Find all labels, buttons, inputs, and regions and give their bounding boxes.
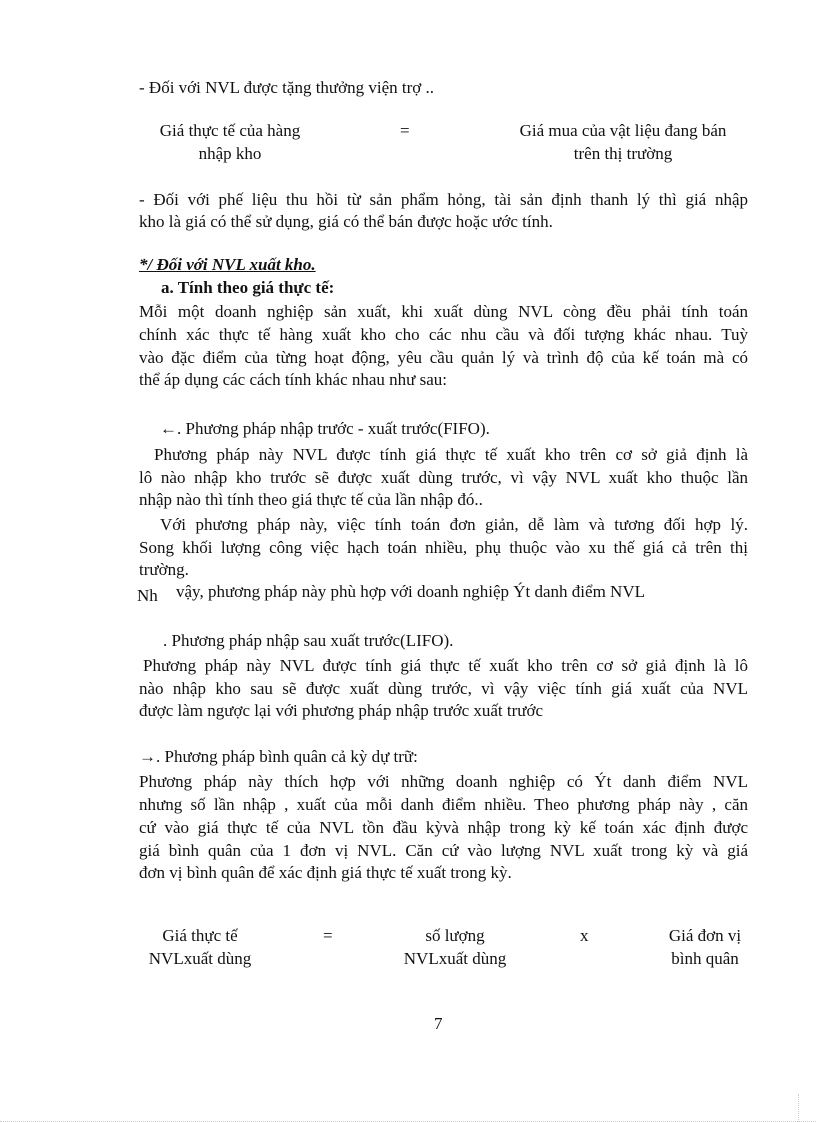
paragraph-intro-line3: vào đặc điểm của từng hoạt động, yêu cầu quản lý và trình độ của kế toán mà có bbox=[139, 348, 748, 367]
paragraph-lifo-line1: Phương pháp này NVL được tính giá thực tế xuất kho trên cơ sở giả định là lô bbox=[143, 656, 748, 675]
paragraph-simple-line3: trường. bbox=[139, 560, 189, 579]
paragraph-suitable: vậy, phương pháp này phù hợp với doanh nghiệp Ýt danh điểm NVL bbox=[176, 582, 645, 601]
paragraph-fifo-line1: Phương pháp này NVL được tính giá thực tế xuất kho trên cơ sở giả định là bbox=[154, 445, 748, 464]
formula2-actual-price-line2: NVLxuất dùng bbox=[148, 949, 252, 968]
formula1-equals: = bbox=[400, 121, 410, 140]
formula2-unit-price-line1: Giá đơn vị bbox=[668, 926, 742, 945]
paragraph-fifo-line2: lô nào nhập kho trước sẽ được xuất dùng trước, vì vậy NVL xuất kho thuộc lần bbox=[139, 468, 748, 487]
formula2-quantity-line2: NVLxuất dùng bbox=[403, 949, 507, 968]
page-edge bbox=[0, 1121, 816, 1122]
paragraph-scrap-line1: - Đối với phế liệu thu hồi từ sản phẩm hỏng, tài sản định thanh lý thì giá nhập bbox=[139, 190, 748, 209]
heading-fifo: ←. Phương pháp nhập trước - xuất trước(FIFO). bbox=[160, 419, 490, 438]
paragraph-scrap-line2: kho là giá có thể sử dụng, giá có thể bán được hoặc ước tính. bbox=[139, 212, 553, 231]
paragraph-simple-line2: Song khối lượng công việc hạch toán nhiều, phụ thuộc vào xu thế giá cả trên thị bbox=[139, 538, 748, 557]
page-corner bbox=[798, 1094, 800, 1122]
heading-actual-price: a. Tính theo giá thực tế: bbox=[161, 278, 335, 297]
paragraph-suitable-prefix: Nh bbox=[137, 586, 158, 605]
formula1-left-line2: nhập kho bbox=[198, 144, 262, 163]
paragraph-simple-line1: Với phương pháp này, việc tính toán đơn giản, dễ làm và tương đối hợp lý. bbox=[160, 515, 748, 534]
formula2-quantity-line1: số lượng bbox=[425, 926, 485, 945]
paragraph-fifo-line3: nhập nào thì tính theo giá thực tế của lần nhập đó.. bbox=[139, 490, 483, 509]
formula1-left-line1: Giá thực tế của hàng bbox=[159, 121, 301, 140]
formula2-unit-price-line2: bình quân bbox=[671, 949, 739, 968]
paragraph-lifo-line2: nào nhập kho sau sẽ được xuất dùng trước, vì vậy việc tính giá xuất của NVL bbox=[139, 679, 748, 698]
paragraph-average-line5: đơn vị bình quân để xác định giá thực tế xuất trong kỳ. bbox=[139, 863, 512, 882]
paragraph-intro-line4: thể áp dụng các cách tính khác nhau như sau: bbox=[139, 370, 448, 389]
paragraph-average-line3: cứ vào giá thực tế của NVL tồn đầu kỳvà nhập trong kỳ kế toán xác định được bbox=[139, 818, 748, 837]
paragraph-gift-nvl: - Đối với NVL được tặng thưởng viện trợ .. bbox=[139, 78, 435, 97]
paragraph-average-line4: giá bình quân của 1 đơn vị NVL. Căn cứ vào lượng NVL xuất trong kỳ và giá bbox=[139, 841, 748, 860]
heading-lifo: . Phương pháp nhập sau xuất trước(LIFO). bbox=[163, 631, 454, 650]
paragraph-average-line1: Phương pháp này thích hợp với những doanh nghiệp có Ýt danh điểm NVL bbox=[139, 772, 748, 791]
paragraph-intro-line2: chính xác thực tế hàng xuất kho cho các nhu cầu và đối tượng khác nhau. Tuỳ bbox=[139, 325, 748, 344]
formula2-actual-price-line1: Giá thực tế bbox=[162, 926, 238, 945]
heading-average: →. Phương pháp bình quân cả kỳ dự trữ: bbox=[139, 747, 418, 766]
paragraph-lifo-line3: được làm ngược lại với phương pháp nhập trước xuất trước bbox=[139, 701, 544, 720]
paragraph-intro-line1: Mỗi một doanh nghiệp sản xuất, khi xuất dùng NVL còng đều phải tính toán bbox=[139, 302, 748, 321]
formula1-right-line1: Giá mua của vật liệu đang bán bbox=[519, 121, 727, 140]
paragraph-average-line2: nhưng số lần nhập , xuất của mỗi danh điểm nhiều. Theo phương pháp này , căn bbox=[139, 795, 748, 814]
heading-export-nvl: */ Đối với NVL xuất kho. bbox=[139, 255, 316, 274]
page-number: 7 bbox=[434, 1014, 443, 1033]
formula1-right-line2: trên thị trường bbox=[573, 144, 673, 163]
formula2-equals: = bbox=[323, 926, 333, 945]
formula2-multiply: x bbox=[580, 926, 589, 945]
